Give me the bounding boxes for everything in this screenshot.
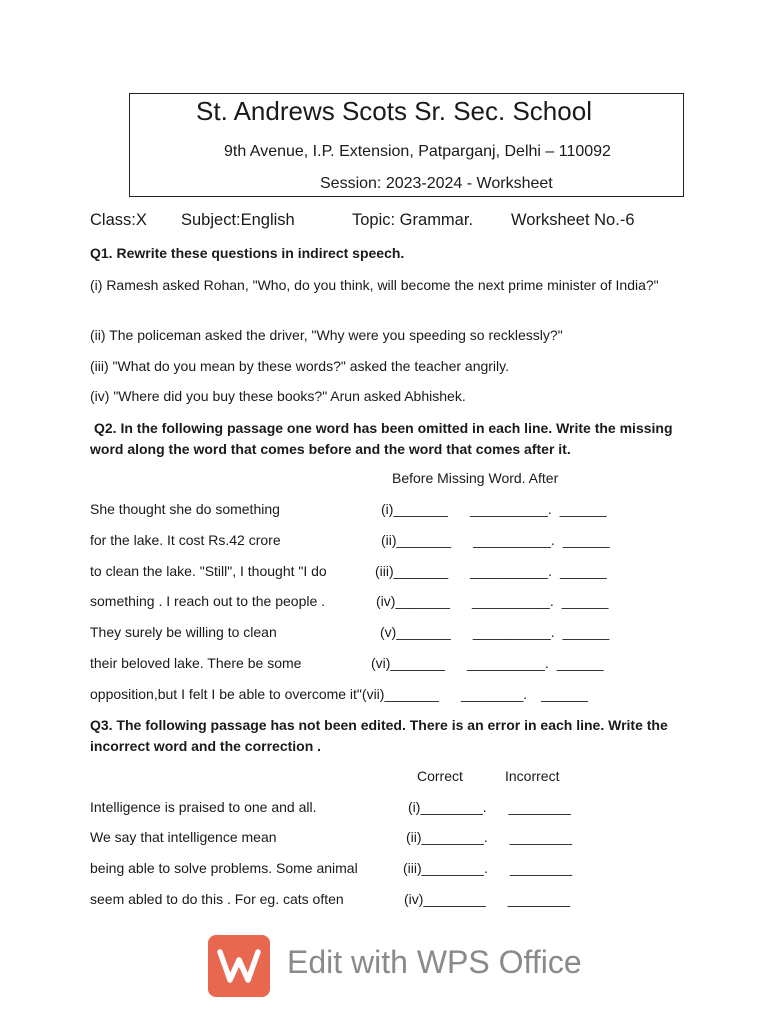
q2-line-text: to clean the lake. "Still", I thought "I do xyxy=(90,563,327,579)
q3-line-text: We say that intelligence mean xyxy=(90,829,277,845)
q3-line-text: being able to solve problems. Some animal xyxy=(90,860,358,876)
q3-line-blanks: (i)________. ________ xyxy=(408,799,571,815)
session-title: Session: 2023-2024 - Worksheet xyxy=(320,175,553,192)
q3-line-blanks: (iv)________ ________ xyxy=(404,891,571,907)
q2-line-blanks: (vi)_______ __________. ______ xyxy=(371,655,604,671)
q2-column-header: Before Missing Word. After xyxy=(392,470,559,486)
q2-line-blanks: (ii)_______ __________. ______ xyxy=(381,532,610,548)
q1-item-3: (iii) "What do you mean by these words?" asked the teacher angrily. xyxy=(90,358,509,374)
wps-logo-icon xyxy=(208,935,270,997)
q2-line-text: They surely be willing to clean xyxy=(90,624,277,640)
subject-label: Subject:English xyxy=(181,211,295,229)
q3-line-text: seem abled to do this . For eg. cats often xyxy=(90,891,344,907)
q3-title: Q3. The following passage has not been edited. There is an error in each line. Write the incorrect word and the correction . xyxy=(90,717,668,754)
q1-item-4: (iv) "Where did you buy these books?" Arun asked Abhishek. xyxy=(90,388,466,404)
q2-line-blanks: (iv)_______ __________. ______ xyxy=(376,593,609,609)
school-name: St. Andrews Scots Sr. Sec. School xyxy=(196,96,592,126)
q2-line-text: their beloved lake. There be some xyxy=(90,655,302,671)
q2-line-text: opposition,but I felt I be able to overcome it"(vii)_______ ________. ______ xyxy=(90,686,588,702)
q2-title: Q2. In the following passage one word has been omitted in each line. Write the missing word along the word that comes before and the word that comes after it. xyxy=(90,420,673,457)
q2-line-text: She thought she do something xyxy=(90,501,280,517)
q2-line-blanks: (iii)_______ __________. ______ xyxy=(375,563,607,579)
q1-item-1: (i) Ramesh asked Rohan, "Who, do you think, will become the next prime minister of India?" xyxy=(90,277,659,293)
q1-title: Q1. Rewrite these questions in indirect speech. xyxy=(90,245,405,261)
wps-watermark-text: Edit with WPS Office xyxy=(287,944,582,980)
q1-item-2: (ii) The policeman asked the driver, "Why were you speeding so recklessly?" xyxy=(90,327,563,343)
q3-header-correct: Correct xyxy=(417,768,463,784)
school-address: 9th Avenue, I.P. Extension, Patparganj, Delhi – 110092 xyxy=(224,143,611,160)
class-label: Class:X xyxy=(90,211,147,229)
q2-line-text: for the lake. It cost Rs.42 crore xyxy=(90,532,281,548)
q2-line-blanks: (v)_______ __________. ______ xyxy=(380,624,610,640)
topic-label: Topic: Grammar. xyxy=(352,211,474,229)
q3-header-incorrect: Incorrect xyxy=(505,768,560,784)
q3-line-blanks: (iii)________. ________ xyxy=(403,860,573,876)
q2-line-blanks: (i)_______ __________. ______ xyxy=(381,501,607,517)
q2-line-text: something . I reach out to the people . xyxy=(90,593,326,609)
q3-line-text: Intelligence is praised to one and all. xyxy=(90,799,317,815)
worksheet-number: Worksheet No.-6 xyxy=(511,211,635,229)
q3-line-blanks: (ii)________. ________ xyxy=(406,829,573,845)
